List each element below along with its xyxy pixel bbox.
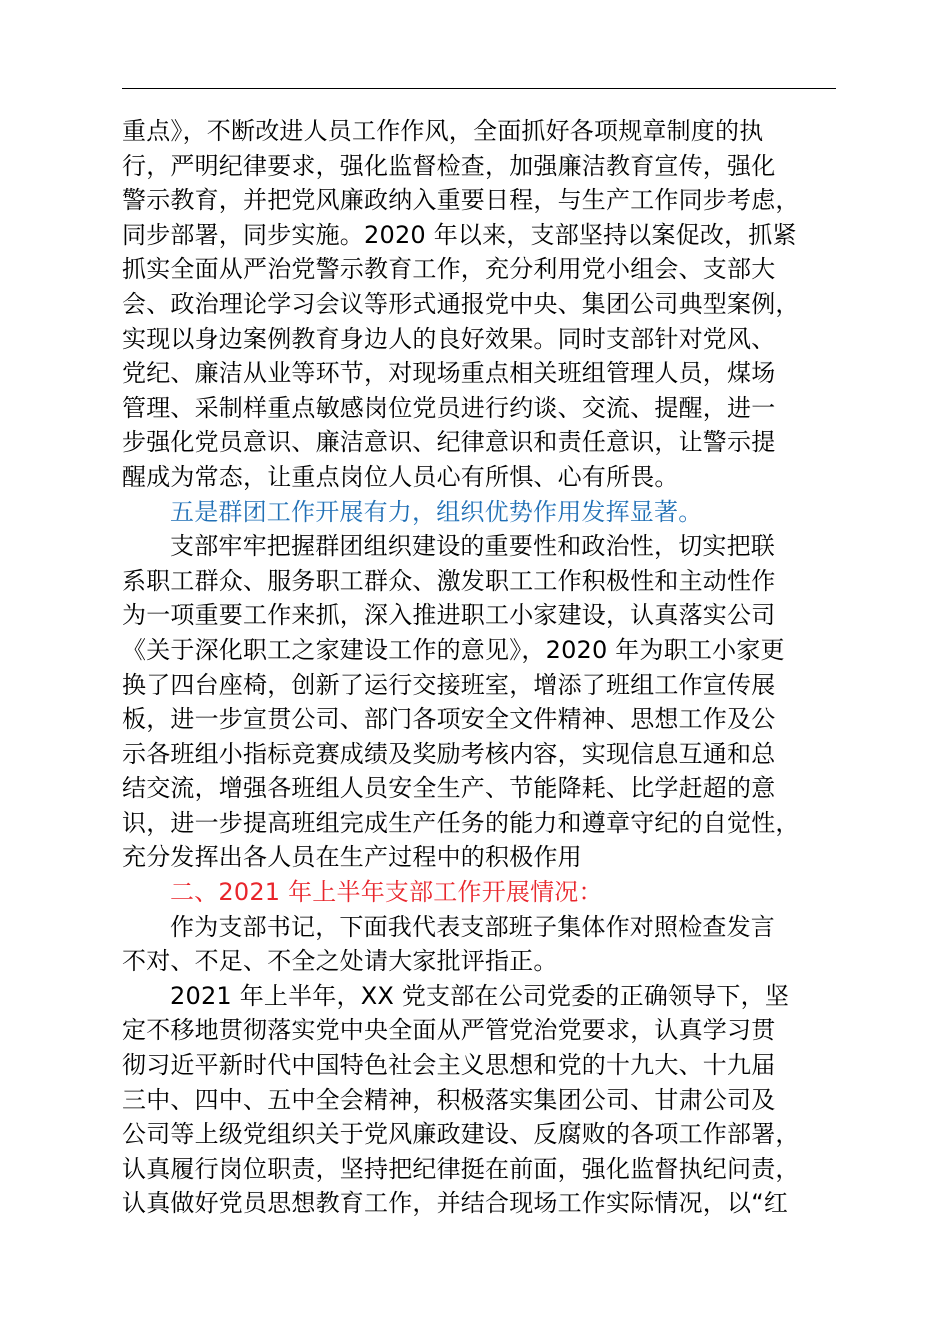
paragraph-party-conduct-continued: 重点》，不断改进人员工作作风，全面抓好各项规章制度的执 行，严明纪律要求，强化监督检查，加强廉洁教育宣传，强化 警示教育，并把党风廉政纳入重要日程，与生产工作同步考虑， 同步部署，同步实施。2020 年以来，支部坚持以案促改，抓紧 抓实全面从严治党警示教育工作，充分利用党小组会、支部大 会、政治理论学习会议等形式通报党中央、集团公司典型案例， 实现以身边案例教育身边人的良好效果。同时支部针对党风、 党纪、廉洁从业等环节，对现场重点相关班组管理人员，煤场 管理、采制样重点敏感岗位党员进行约谈、交流、提醒，进一 步强化党员意识、廉洁意识、纪律意识和责任意识，让警示提 醒成为常态，让重点岗位人员心有所惧、心有所畏。	[122, 117, 800, 491]
section-heading-mass-organizations: 五是群团工作开展有力，组织优势作用发挥显著。	[170, 497, 703, 526]
document-body	[122, 114, 862, 1221]
paragraph-mass-organizations: 支部牢牢把握群团组织建设的重要性和政治性，切实把联 系职工群众、服务职工群众、激发职工工作积极性和主动性作 为一项重要工作来抓，深入推进职工小家建设，认真落实公司 《关于深化职工之家建设工作的意见》，2020 年为职工小家更 换了四台座椅，创新了运行交接班室，增添了班组工作宣传展 板，进一步宣贯公司、部门各项安全文件精神、思想工作及公 示各班组小指标竞赛成绩及奖励考核内容，实现信息互通和总 结交流，增强各班组人员安全生产、节能降耗、比学赶超的意 识，进一步提高班组完成生产任务的能力和遵章守纪的自觉性， 充分发挥出各人员在生产过程中的积极作用	[122, 532, 800, 872]
paragraph-secretary-intro: 作为支部书记，下面我代表支部班子集体作对照检查发言 不对、不足、不全之处请大家批评指正。	[122, 912, 775, 976]
paragraph-2021-summary: 2021 年上半年，XX 党支部在公司党委的正确领导下，坚 定不移地贯彻落实党中央全面从严管党治党要求，认真学习贯 彻习近平新时代中国特色社会主义思想和党的十九大、十九届 三中、四中、五中全会精神，积极落实集团公司、甘肃公司及 公司等上级党组织关于党风廉政建设、反腐败的各项工作部署， 认真履行岗位职责，坚持把纪律挺在前面，强化监督执纪问责， 认真做好党员思想教育工作，并结合现场工作实际情况，以“红	[122, 981, 800, 1218]
section-heading-2021-h1: 二、2021 年上半年支部工作开展情况：	[170, 878, 603, 907]
header-rule	[122, 88, 836, 89]
